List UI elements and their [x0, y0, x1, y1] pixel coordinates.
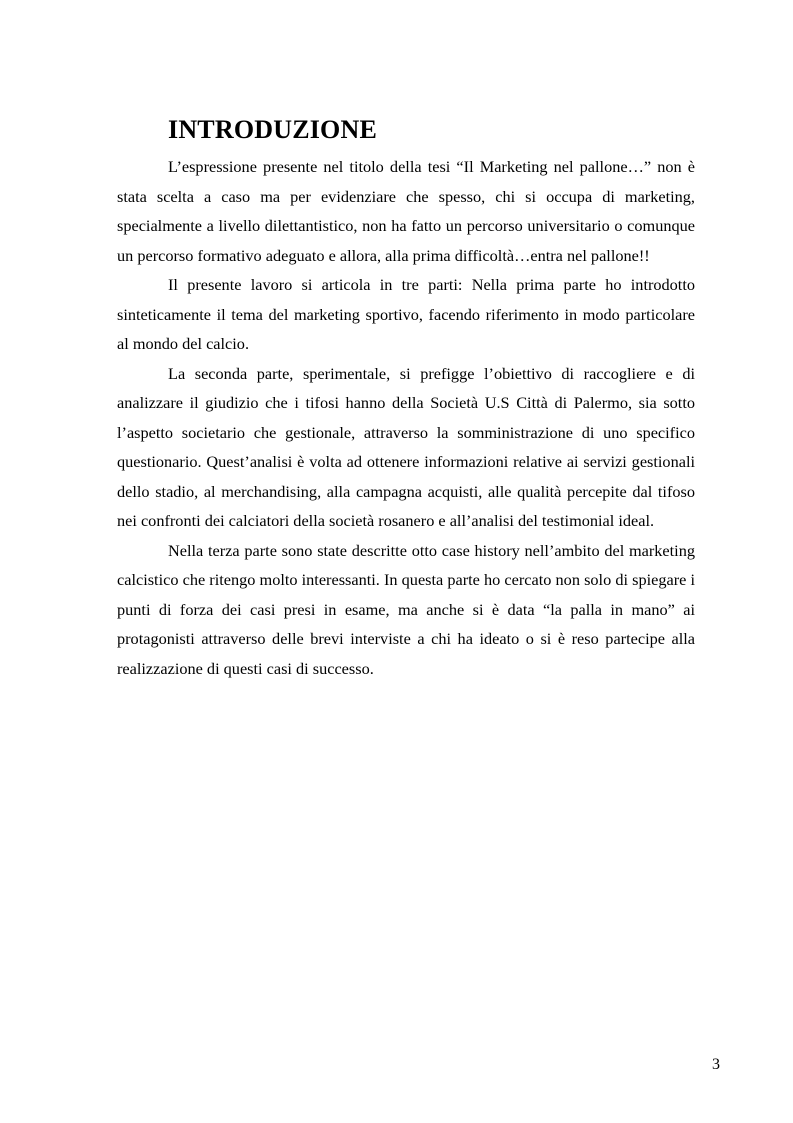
- body-text: [117, 152, 695, 683]
- page-number: 3: [712, 1056, 720, 1073]
- paragraph-second-part: La seconda parte, sperimentale, si prefigge l’obiettivo di raccogliere e di analizzare il giudizio che i tifosi hanno della Società U.S Città di Palermo, sia sotto l’aspetto societario che gestionale, attraverso la somministrazione di uno specifico questionario. Quest’analisi è volta ad ottenere informazioni relative ai servizi gestionali dello stadio, al merchandising, alla campagna acquisti, alle qualità percepite dal tifoso nei confronti dei calciatori della società rosanero e all’analisi del testimonial ideal.: [117, 363, 695, 530]
- page-title: INTRODUZIONE: [168, 115, 377, 144]
- paragraph-structure: Il presente lavoro si articola in tre parti: Nella prima parte ho introdotto sinteticamente il tema del marketing sportivo, facendo riferimento in modo particolare al mondo del calcio.: [117, 275, 695, 353]
- paragraph-introduction: L’espressione presente nel titolo della tesi “Il Marketing nel pallone…” non è stata scelta a caso ma per evidenziare che spesso, chi si occupa di marketing, specialmente a livello dilettantistico, non ha fatto un percorso universitario o comunque un percorso formativo adeguato e allora, alla prima difficoltà…entra nel pallone!!: [117, 157, 695, 265]
- paragraph-third-part: Nella terza parte sono state descritte otto case history nell’ambito del marketing calcistico che ritengo molto interessanti. In questa parte ho cercato non solo di spiegare i punti di forza dei casi presi in esame, ma anche si è data “la palla in mano” ai protagonisti attraverso delle brevi interviste a chi ha ideato o si è reso partecipe alla realizzazione di questi casi di successo.: [117, 540, 695, 678]
